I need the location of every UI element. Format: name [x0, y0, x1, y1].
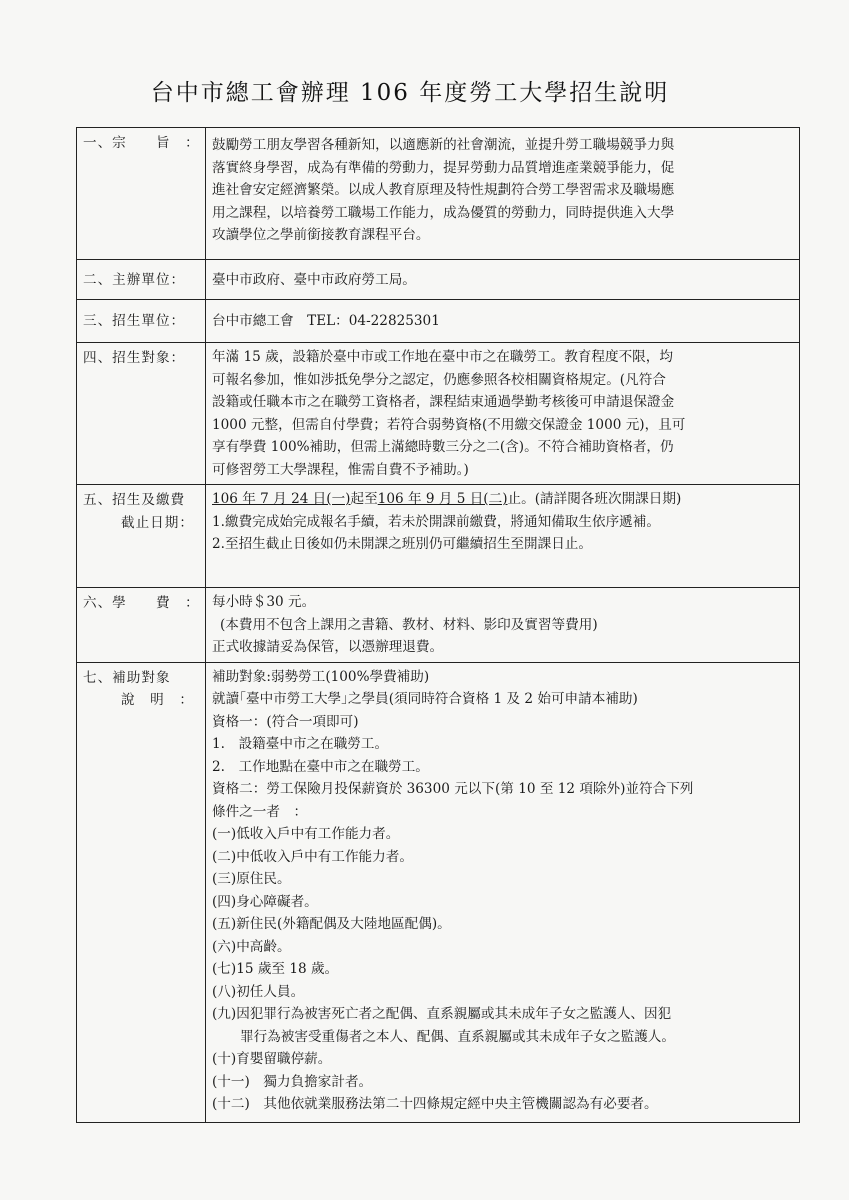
subsidy-line: 資格一：(符合一項即可)	[212, 713, 359, 730]
subsidy-line: (四)身心障礙者。	[212, 893, 318, 910]
purpose-line: 用之課程，以培養勞工職場工作能力，成為優質的勞動力，同時提供進入大學	[212, 204, 675, 221]
label-fee: 六、學 費 ：	[77, 588, 206, 663]
purpose-line: 進社會安定經濟繁榮。以成人教育原理及特性規劃符合勞工學習需求及職場應	[212, 182, 675, 198]
row-organizer	[77, 260, 800, 300]
purpose-line: 落實終身學習，成為有準備的勞動力，提昇勞動力品質增進產業競爭能力，促	[212, 159, 675, 176]
subsidy-line: (八)初任人員。	[212, 983, 305, 1000]
subsidy-line: 罪行為被害受重傷者之本人、配偶、直系親屬或其未成年子女之監護人。	[240, 1028, 675, 1045]
subsidy-line: 資格二：勞工保險月投保薪資於 36300 元以下(第 10 至 12 項除外)並符合下列	[212, 781, 694, 797]
fee-line: (本費用不包含上課用之書籍、教材、材料、影印及實習等費用)	[220, 616, 598, 633]
fee-line: 正式收據請妥為保管，以憑辦理退費。	[212, 639, 444, 655]
start-date: 106 年 7 月 24 日(一)	[212, 491, 351, 507]
subsidy-line: (十)育嬰留職停薪。	[212, 1051, 332, 1067]
content-purpose	[206, 128, 800, 260]
end-date: 106 年 9 月 5 日(二)	[377, 491, 508, 507]
subsidy-line: (六)中高齡。	[212, 938, 291, 955]
content-subsidy	[206, 662, 800, 1122]
label-organizer: 二、主辦單位：	[77, 260, 206, 300]
row-fee	[77, 588, 800, 663]
subsidy-line: 就讀｢臺中市勞工大學｣之學員(須同時符合資格 1 及 2 始可申請本補助)	[212, 691, 638, 707]
row-subsidy	[77, 662, 800, 1122]
subsidy-line: 條件之一者 ：	[212, 803, 308, 820]
target-line: 設籍或任職本市之在職勞工資格者，課程結束通過學勤考核後可申請退保證金	[212, 394, 675, 410]
content-organizer: 臺中市政府、臺中市政府勞工局。	[206, 260, 800, 300]
document-title: 台中市總工會辦理 106 年度勞工大學招生說明	[150, 80, 670, 106]
row-deadline	[77, 485, 800, 588]
row-enroll-unit	[77, 300, 800, 343]
subsidy-line: (十一) 獨力負擔家計者。	[212, 1073, 373, 1090]
deadline-date-line: 106 年 7 月 24 日(一)起至106 年 9 月 5 日(二)止。(請詳閱各班次開課日期)	[212, 491, 682, 507]
target-line: 年滿 15 歲，設籍於臺中市或工作地在臺中市之在職勞工。教育程度不限，均	[212, 349, 673, 365]
label-target: 四、招生對象：	[77, 343, 206, 485]
target-line: 可報名參加，惟如涉抵免學分之認定，仍應參照各校相關資格規定。(凡符合	[212, 371, 666, 388]
target-line: 享有學費 100%補助，但需上滿總時數三分之二(含)。不符合補助資格者，仍	[212, 439, 674, 455]
label-purpose: 一、宗 旨 ：	[77, 128, 206, 260]
subsidy-line: 1. 設籍臺中市之在職勞工。	[212, 736, 389, 752]
content-deadline	[206, 485, 800, 588]
deadline-item: 1.繳費完成始完成報名手續，若未於開課前繳費，將通知備取生依序遞補。	[212, 513, 660, 530]
subsidy-line: (一)低收入戶中有工作能力者。	[212, 826, 400, 842]
label-enroll-unit: 三、招生單位：	[77, 300, 206, 343]
content-enroll-unit: 台中市總工會 TEL：04-22825301	[206, 300, 800, 343]
label-subsidy: 七、補助對象 說 明 ：	[77, 662, 206, 1122]
deadline-item: 2.至招生截止日後如仍未開課之班別仍可繼續招生至開課日止。	[212, 536, 592, 552]
purpose-line: 攻讀學位之學前銜接教育課程平台。	[212, 227, 430, 243]
subsidy-line: 補助對象:弱勢勞工(100%學費補助)	[212, 668, 430, 685]
subsidy-line: (十二) 其他依就業服務法第二十四條規定經中央主管機關認為有必要者。	[212, 1096, 658, 1112]
subsidy-line: (二)中低收入戶中有工作能力者。	[212, 848, 413, 865]
label-deadline: 五、招生及繳費 截止日期：	[77, 485, 206, 588]
subsidy-line: (三)原住民。	[212, 871, 291, 887]
subsidy-line: (七)15 歲至 18 歲。	[212, 961, 339, 977]
content-target	[206, 343, 800, 485]
subsidy-line: 2. 工作地點在臺中市之在職勞工。	[212, 758, 429, 775]
target-line: 可修習勞工大學課程，惟需自費不予補助。)	[212, 461, 469, 478]
row-target	[77, 343, 800, 485]
enrollment-info-table	[76, 127, 800, 1123]
subsidy-line: (九)因犯罪行為被害死亡者之配偶、直系親屬或其未成年子女之監護人、因犯	[212, 1006, 672, 1022]
target-line: 1000 元整，但需自付學費；若符合弱勢資格(不用繳交保證金 1000 元)，且可	[212, 416, 686, 433]
content-fee	[206, 588, 800, 663]
row-purpose	[77, 128, 800, 260]
subsidy-line: (五)新住民(外籍配偶及大陸地區配偶)。	[212, 916, 451, 932]
purpose-line: 鼓勵勞工朋友學習各種新知，以適應新的社會潮流，並提升勞工職場競爭力與	[212, 137, 675, 153]
fee-line: 每小時＄30 元。	[212, 594, 316, 610]
